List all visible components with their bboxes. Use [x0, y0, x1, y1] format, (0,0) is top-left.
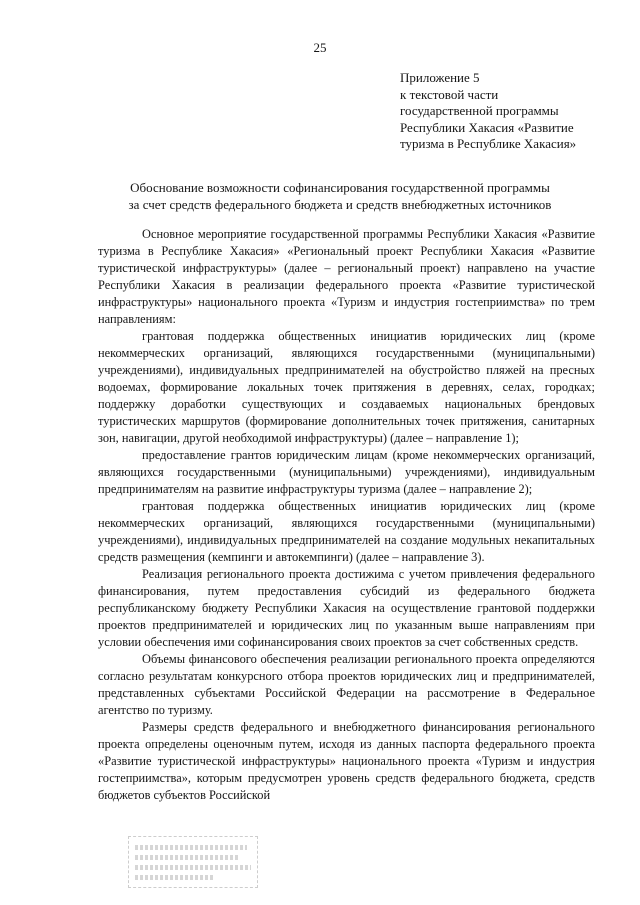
appendix-line: туризма в Республике Хакасия» [400, 136, 577, 151]
paragraph-funding-sizes: Размеры средств федерального и внебюджетного финансирования регионального проекта определены оценочным путем, исходя из данных паспорта федерального проекта «Развитие туристической инфраструктуры» национального проекта «Туризм и индустрия гостеприимства», которым предусмотрен уровень средств федерального бюджета, средств бюджетов субъектов Российской [98, 720, 595, 802]
appendix-line: к текстовой части [400, 86, 499, 102]
appendix-reference [400, 70, 620, 153]
title-line: за счет средств федерального бюджета и средств внебюджетных источников [128, 197, 552, 212]
appendix-line: государственной программы [400, 103, 559, 118]
paragraph-direction-1: грантовая поддержка общественных инициатив юридических лиц (кроме некоммерческих организаций, являющихся государственными (муниципальными) учреждениями), индивидуальных предпринимателей на обустройство пляжей на пресных водоемах, формирование локальных точек притяжения в деревнях, селах, городках; поддержку доработки существующих и создаваемых национальных брендовых туристических маршрутов (формирование дополнительных точек притяжения, санитарных зон, навигации, другой необходимой инфраструктуры) (далее – направление 1); [98, 329, 595, 445]
paragraph-funding-volumes: Объемы финансового обеспечения реализации регионального проекта определяются согласно результатам конкурсного отбора проектов юридических лиц и предпринимателей, представленных субъектами Российской Федерации на рассмотрение в Федеральное агентство по туризму. [98, 652, 595, 717]
paragraph-direction-3: грантовая поддержка общественных инициатив юридических лиц (кроме некоммерческих организаций, являющихся государственными (муниципальными) учреждениями), индивидуальных предпринимателей на создание модульных некапитальных средств размещения (кемпинги и автокемпинги) (далее – направление 3). [98, 499, 595, 564]
document-body [98, 226, 595, 804]
appendix-line: Приложение 5 [400, 70, 480, 85]
document-title [90, 179, 590, 213]
electronic-signature-stamp [128, 836, 258, 888]
paragraph-main-activity: Основное мероприятие государственной программы Республики Хакасия «Развитие туризма в Республике Хакасия» «Региональный проект Республики Хакасия «Развитие туристической инфраструктуры» (далее – региональный проект) направлено на участие Республики Хакасия в реализации федерального проекта «Развитие туристической инфраструктуры» национального проекта «Туризм и индустрия гостеприимства» по трем направлениям: [98, 227, 595, 326]
title-line: Обоснование возможности софинансирования государственной программы [130, 180, 550, 195]
paragraph-direction-2: предоставление грантов юридическим лицам (кроме некоммерческих организаций, являющихся государственными (муниципальными) учреждениями), индивидуальным предпринимателям на развитие инфраструктуры туризма (далее – направление 2); [98, 448, 595, 496]
page-number: 25 [313, 40, 327, 55]
paragraph-implementation: Реализация регионального проекта достижима с учетом привлечения федерального финансирования, путем предоставления субсидий из федерального бюджета республиканскому бюджету Республики Хакасия на осуществление грантовой поддержки проектов предпринимателей и юридических лиц по указанным выше направлениям при условии обеспечения ими софинансирования своих проектов за счет собственных средств. [98, 567, 595, 649]
appendix-line: Республики Хакасия «Развитие [400, 119, 574, 135]
